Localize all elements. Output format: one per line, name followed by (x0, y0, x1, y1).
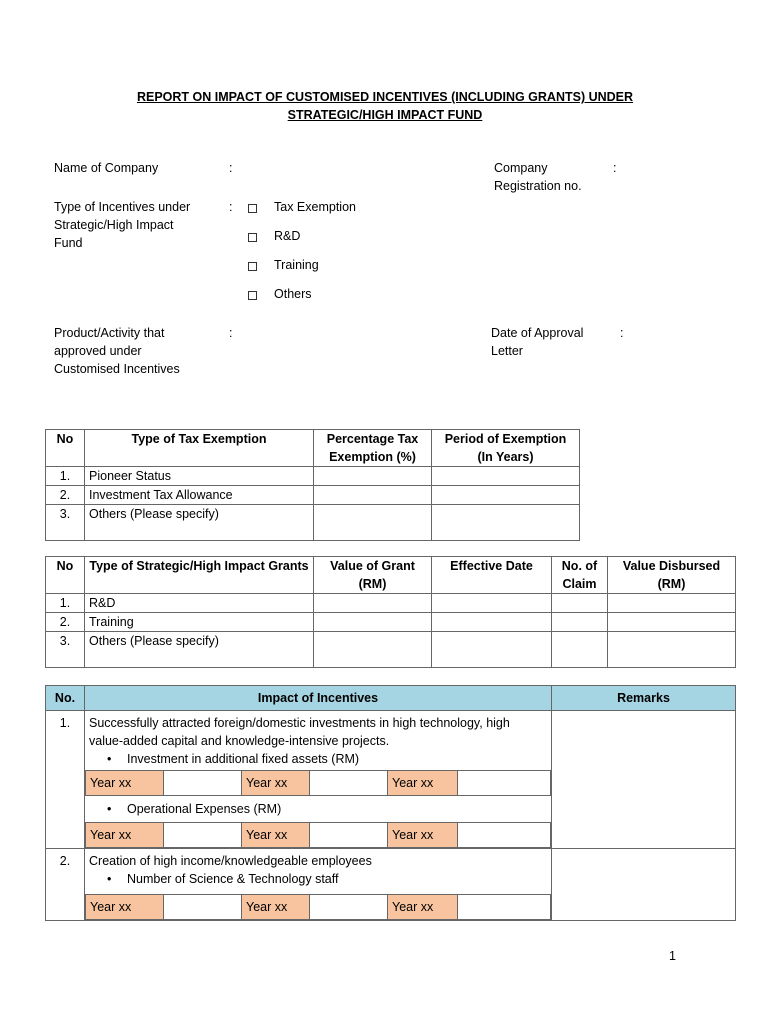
tax-col-percentage: Percentage Tax Exemption (%) (314, 430, 432, 467)
year-label: Year xx (86, 895, 164, 920)
year-value-input[interactable] (310, 771, 388, 796)
impact-1-year-row-b (85, 822, 551, 848)
year-label: Year xx (86, 771, 164, 796)
table-row: 2. Creation of high income/knowledgeable employees • Number of Science & Technology staff Year xx Year xx Year xx (46, 849, 736, 921)
impact-2-bullet-staff: • Number of Science & Technology staff (85, 870, 551, 894)
impact-col-no: No. (46, 686, 85, 711)
table-row: 3. Others (Please specify) (46, 505, 580, 541)
year-value-input[interactable] (458, 823, 551, 848)
impact-col-remarks: Remarks (552, 686, 736, 711)
others-option: Others (274, 287, 312, 301)
company-reg-colon: : (613, 161, 617, 175)
impact-1-bullet-operational: • Operational Expenses (RM) (85, 796, 551, 822)
grant-col-date: Effective Date (432, 557, 552, 594)
grant-col-disbursed: Value Disbursed (RM) (608, 557, 736, 594)
rnd-checkbox[interactable] (248, 233, 257, 242)
approval-date-colon: : (620, 326, 624, 340)
table-row: 3. Others (Please specify) (46, 632, 736, 668)
grant-col-type: Type of Strategic/High Impact Grants (85, 557, 314, 594)
page-number: 1 (669, 949, 676, 963)
others-checkbox[interactable] (248, 291, 257, 300)
percentage-cell[interactable] (314, 486, 432, 505)
company-name-label: Name of Company (54, 161, 159, 175)
grant-col-no: No (46, 557, 85, 594)
impact-1-year-row-a (85, 770, 551, 796)
year-label: Year xx (242, 771, 310, 796)
incentive-type-colon: : (229, 200, 233, 214)
impact-1-remarks[interactable] (552, 711, 736, 849)
product-activity-label: Product/Activity that approved under Customised Incentives (54, 326, 180, 376)
grants-table (45, 556, 736, 668)
year-value-input[interactable] (164, 771, 242, 796)
training-checkbox[interactable] (248, 262, 257, 271)
grant-col-value: Value of Grant (RM) (314, 557, 432, 594)
impact-1-bullet-fixed-assets: • Investment in additional fixed assets (RM) (85, 750, 551, 770)
year-value-input[interactable] (310, 895, 388, 920)
year-value-input[interactable] (310, 823, 388, 848)
year-value-input[interactable] (164, 823, 242, 848)
tax-col-type: Type of Tax Exemption (85, 430, 314, 467)
report-title-line-1: REPORT ON IMPACT OF CUSTOMISED INCENTIVES (INCLUDING GRANTS) UNDER (136, 90, 634, 104)
year-label: Year xx (388, 895, 458, 920)
year-label: Year xx (388, 771, 458, 796)
tax-exemption-checkbox[interactable] (248, 204, 257, 213)
impact-1-text: Successfully attracted foreign/domestic investments in high technology, high value-added capital and knowledge-intensive projects. (89, 716, 510, 748)
impact-col-impact: Impact of Incentives (85, 686, 552, 711)
tax-exemption-table (45, 429, 580, 541)
table-row: 1. Successfully attracted foreign/domestic investments in high technology, high value-added capital and knowledge-intensive projects. • Investment in additional fixed assets (RM) Year xx Year xx Year xx • Operational Expenses (RM) Year xx Year xx Year xx (46, 711, 736, 849)
percentage-cell[interactable] (314, 467, 432, 486)
company-reg-label: Company Registration no. (494, 161, 582, 193)
period-cell[interactable] (432, 505, 580, 541)
incentive-type-label: Type of Incentives under Strategic/High Impact Fund (54, 200, 191, 250)
product-activity-colon: : (229, 326, 233, 340)
year-label: Year xx (388, 823, 458, 848)
percentage-cell[interactable] (314, 505, 432, 541)
impact-2-remarks[interactable] (552, 849, 736, 921)
company-name-colon: : (229, 161, 233, 175)
year-value-input[interactable] (458, 895, 551, 920)
tax-col-period: Period of Exemption (In Years) (432, 430, 580, 467)
grant-col-claims: No. of Claim (552, 557, 608, 594)
tax-exemption-option: Tax Exemption (274, 200, 356, 214)
table-row: 1. R&D (46, 594, 736, 613)
table-row: 2. Training (46, 613, 736, 632)
table-row: 2. Investment Tax Allowance (46, 486, 580, 505)
table-row: 1. Pioneer Status (46, 467, 580, 486)
training-option: Training (274, 258, 319, 272)
rnd-option: R&D (274, 229, 301, 243)
impact-2-text: Creation of high income/knowledgeable employees (89, 854, 372, 868)
period-cell[interactable] (432, 467, 580, 486)
impact-table (45, 685, 736, 921)
year-label: Year xx (86, 823, 164, 848)
year-label: Year xx (242, 895, 310, 920)
report-title-line-2: STRATEGIC/HIGH IMPACT FUND (287, 108, 483, 122)
impact-2-year-row (85, 894, 551, 920)
year-value-input[interactable] (458, 771, 551, 796)
approval-date-label: Date of Approval Letter (491, 326, 584, 358)
year-value-input[interactable] (164, 895, 242, 920)
tax-col-no: No (46, 430, 85, 467)
period-cell[interactable] (432, 486, 580, 505)
year-label: Year xx (242, 823, 310, 848)
